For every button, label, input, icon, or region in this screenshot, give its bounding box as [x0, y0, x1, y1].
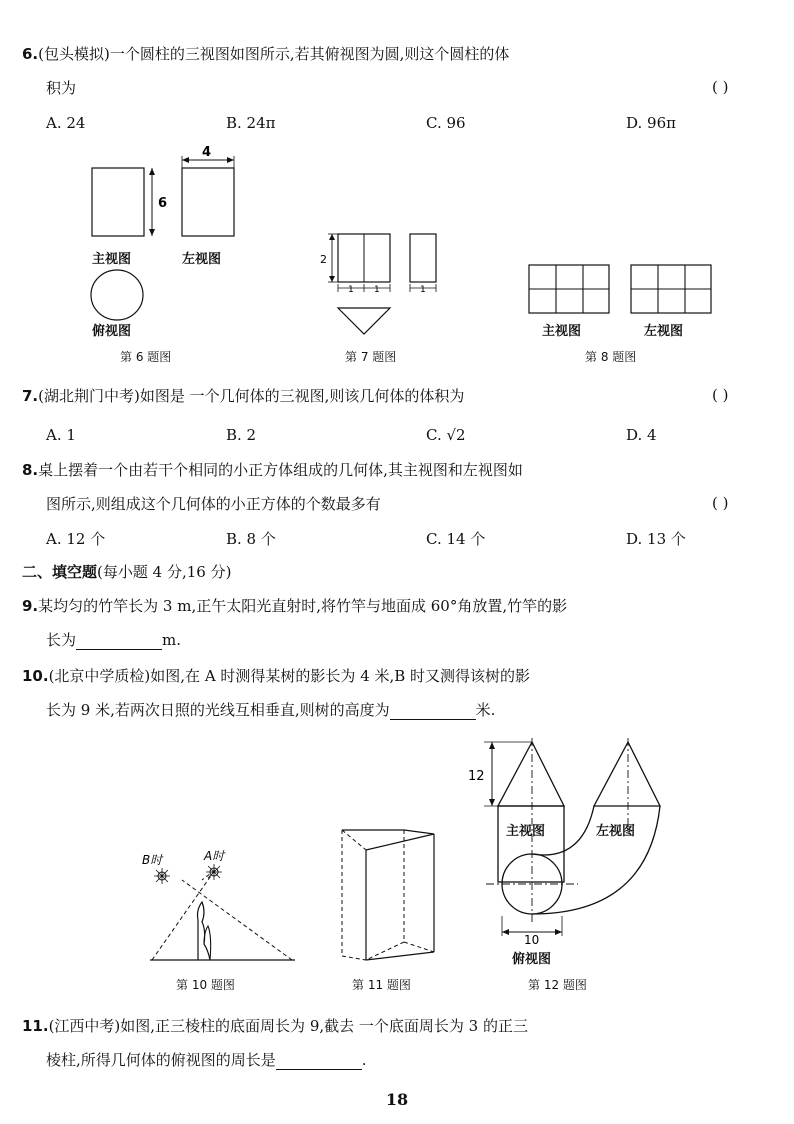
- q11-answer-blank: [276, 1053, 362, 1070]
- q11-line2: [46, 1050, 367, 1070]
- q8-line2: 图所示,则组成这个几何体的小正方体的个数最多有: [46, 495, 381, 513]
- figure-6: [80, 140, 250, 340]
- q9-text: 某均匀的竹竿长为 3 m,正午太阳光直射时,将竹竿与地面成 60°角放置,竹竿的影: [38, 597, 568, 615]
- figure-11: [334, 820, 444, 968]
- fig7-top-triangle: [338, 308, 390, 334]
- figure-10: [140, 840, 310, 970]
- fig10-caption: 第 10 题图: [176, 978, 235, 992]
- q10-line2: [46, 700, 495, 720]
- q11-line1: [22, 1016, 528, 1036]
- q9-line1: [22, 596, 567, 616]
- q8-text: 桌上摆着一个由若干个相同的小正方体组成的几何体,其主视图和左视图如: [38, 461, 523, 479]
- q11-text-2a: 棱柱,所得几何体的俯视图的周长是: [46, 1051, 276, 1069]
- figure-7: [318, 226, 448, 342]
- q11-text-2b: .: [361, 1051, 367, 1069]
- fig7-height-label: 2: [320, 253, 327, 266]
- section-2-note: (每小题 4 分,16 分): [97, 563, 232, 581]
- q6-number: 6.: [22, 45, 39, 63]
- q7-option-a: A. 1: [46, 426, 76, 444]
- q10-text-2a: 长为 9 米,若两次日照的光线互相垂直,则树的高度为: [46, 701, 390, 719]
- q8-line1: [22, 460, 523, 480]
- q6-line2: 积为: [46, 79, 77, 97]
- fig7-unit-label-1: 1: [348, 285, 354, 295]
- fig12-top-label: 俯视图: [512, 952, 552, 967]
- fig6-left-rect: [182, 168, 234, 236]
- q10-text-2b: 米.: [475, 701, 496, 719]
- q9-number: 9.: [22, 597, 39, 615]
- fig12-width-label: 10: [524, 933, 540, 947]
- fig8-caption: 第 8 题图: [585, 350, 637, 364]
- q9-line2: [46, 630, 181, 650]
- fig12-left-label: 左视图: [596, 824, 636, 839]
- q8-option-b: B. 8 个: [226, 530, 276, 548]
- fig7-caption: 第 7 题图: [345, 350, 397, 364]
- q10-line1: [22, 666, 530, 686]
- q8-option-d: D. 13 个: [626, 530, 686, 548]
- fig6-front-label: 主视图: [92, 252, 132, 267]
- q7-option-d: D. 4: [626, 426, 657, 444]
- section-2-heading: [22, 562, 231, 582]
- q6-text: (包头模拟)一个圆柱的三视图如图所示,若其俯视图为圆,则这个圆柱的体: [38, 45, 510, 63]
- fig6-top-circle: [91, 270, 143, 320]
- q10-text: (北京中学质检)如图,在 A 时测得某树的影长为 4 米,B 时又测得该树的影: [48, 667, 531, 685]
- q11-text: (江西中考)如图,正三棱柱的底面周长为 9,截去 一个底面周长为 3 的正三: [48, 1017, 528, 1035]
- fig12-front-label: 主视图: [506, 824, 546, 839]
- fig12-front-cone: [498, 742, 564, 806]
- q7-answer-paren: ( ): [712, 386, 729, 404]
- q9-answer-blank: [76, 633, 162, 650]
- fig8-left-label: 左视图: [644, 324, 684, 339]
- fig6-left-label: 左视图: [182, 252, 222, 267]
- q6-option-a: A. 24: [46, 114, 86, 132]
- q6-answer-paren: ( ): [712, 78, 729, 96]
- q7-text: (湖北荆门中考)如图是 一个几何体的三视图,则该几何体的体积为: [38, 387, 465, 405]
- figure-12: [462, 736, 682, 962]
- fig6-caption: 第 6 题图: [120, 350, 172, 364]
- fig6-top-label: 俯视图: [92, 324, 132, 339]
- fig10-a-label: A时: [204, 849, 225, 863]
- fig12-front-body: [498, 806, 564, 882]
- q11-number: 11.: [22, 1017, 49, 1035]
- q6-option-d: D. 96π: [626, 114, 676, 132]
- fig12-left-cone: [594, 742, 660, 806]
- fig12-height-label: 12: [468, 769, 485, 784]
- fig6-height-label: 6: [158, 196, 168, 211]
- q7-option-c: C. √2: [426, 426, 466, 444]
- fig6-front-rect: [92, 168, 144, 236]
- q8-number: 8.: [22, 461, 39, 479]
- q7-option-b: B. 2: [226, 426, 257, 444]
- q6-option-b: B. 24π: [226, 114, 276, 132]
- figure-8: [525, 262, 715, 318]
- q7-line1: [22, 386, 464, 406]
- q7-number: 7.: [22, 387, 39, 405]
- page-number: 18: [385, 1090, 409, 1109]
- q9-text-2b: m.: [162, 631, 182, 649]
- q10-number: 10.: [22, 667, 49, 685]
- fig6-width-label: 4: [202, 145, 212, 160]
- fig7-left-rect: [410, 234, 436, 282]
- fig11-caption: 第 11 题图: [352, 978, 411, 992]
- q8-answer-paren: ( ): [712, 494, 729, 512]
- q8-option-a: A. 12 个: [46, 530, 106, 548]
- q6-line1: [22, 44, 509, 64]
- fig10-b-label: B时: [142, 853, 163, 867]
- section-2-title: 二、填空题: [22, 563, 98, 581]
- fig8-front-label: 主视图: [542, 324, 582, 339]
- q8-option-c: C. 14 个: [426, 530, 486, 548]
- q10-answer-blank: [390, 703, 476, 720]
- q9-text-2a: 长为: [46, 631, 77, 649]
- fig7-unit-label-2: 1: [374, 285, 380, 295]
- fig12-caption: 第 12 题图: [528, 978, 587, 992]
- fig7-unit-label-3: 1: [420, 285, 426, 295]
- q6-option-c: C. 96: [426, 114, 466, 132]
